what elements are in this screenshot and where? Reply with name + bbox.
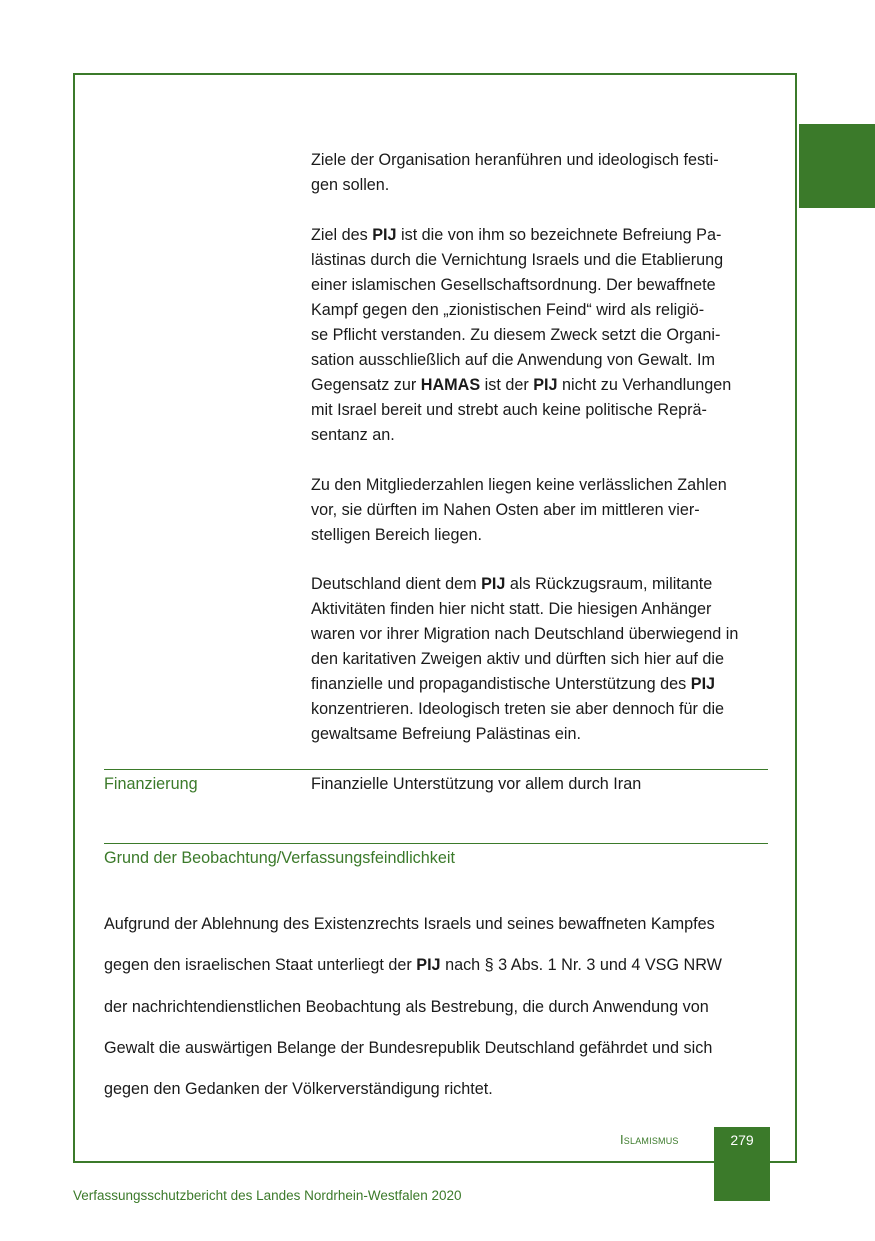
- section-divider: [104, 843, 768, 844]
- text-run: lästinas durch die Vernichtung Israels und die Etablierung: [311, 251, 724, 269]
- finanzierung-text: Finanzielle Unterstützung vor allem durch Iran: [311, 775, 642, 793]
- text-line: [104, 953, 764, 978]
- paragraph-deutschland: [311, 572, 773, 747]
- text-run: Ziel des: [311, 226, 373, 244]
- text-run: Deutschland dient dem: [311, 575, 482, 593]
- footer-section-title: Islamismus: [620, 1132, 679, 1147]
- text-run: sation ausschließlich auf die Anwendung von Gewalt. Im: [311, 351, 716, 369]
- bold-term: HAMAS: [420, 376, 481, 394]
- text-run: nach § 3 Abs. 1 Nr. 3 und 4 VSG NRW: [440, 956, 722, 975]
- grund-heading: Grund der Beobachtung/Verfassungsfeindlichkeit: [104, 849, 455, 867]
- text-line: vor, sie dürften im Nahen Osten aber im mittleren vier-: [311, 501, 700, 519]
- text-line: [311, 273, 773, 298]
- text-line: [311, 622, 773, 647]
- text-run: Gegensatz zur: [311, 376, 421, 394]
- text-run: gewaltsame Befreiung Palästinas ein.: [311, 725, 581, 743]
- text-line: [311, 248, 773, 273]
- footer-report-title: Verfassungsschutzbericht des Landes Nordrhein-Westfalen 2020: [73, 1188, 462, 1203]
- text-run: Aufgrund der Ablehnung des Existenzrechts Israels und seines bewaffneten Kampfes: [104, 915, 715, 934]
- page-number-box: [714, 1127, 770, 1201]
- page-number: 279: [730, 1132, 754, 1148]
- text-line: [311, 323, 773, 348]
- bold-term: PIJ: [533, 376, 558, 394]
- text-run: gegen den Gedanken der Völkerverständigung richtet.: [104, 1079, 493, 1098]
- text-line: stelligen Bereich liegen.: [311, 526, 482, 544]
- text-run: der nachrichtendienstlichen Beobachtung als Bestrebung, die durch Anwendung von: [104, 997, 709, 1016]
- grund-paragraph: [104, 896, 764, 1118]
- text-run: se Pflicht verstanden. Zu diesem Zweck setzt die Organi-: [311, 326, 721, 344]
- text-run: gegen den israelischen Staat unterliegt der: [104, 956, 417, 975]
- text-line: [311, 697, 773, 722]
- text-run: Kampf gegen den „zionistischen Feind“ wird als religiö-: [311, 301, 705, 319]
- text-line: [311, 298, 773, 323]
- text-line: [311, 672, 773, 697]
- paragraph-mitglieder: [311, 473, 773, 548]
- text-run: nicht zu Verhandlungen: [557, 376, 732, 394]
- bold-term: PIJ: [690, 675, 716, 693]
- text-line: [311, 398, 773, 423]
- text-line: [311, 647, 773, 672]
- text-line: [104, 995, 764, 1020]
- text-run: den karitativen Zweigen aktiv und dürften sich hier auf die: [311, 650, 725, 668]
- section-divider: [104, 769, 768, 770]
- finanzierung-label: Finanzierung: [104, 775, 198, 793]
- paragraph-ziel: [311, 223, 773, 448]
- text-line: [311, 373, 773, 398]
- text-run: Aktivitäten finden hier nicht statt. Die hiesigen Anhänger: [311, 600, 712, 618]
- text-run: waren vor ihrer Migration nach Deutschland überwiegend in: [311, 625, 739, 643]
- paragraph-intro: [311, 148, 773, 198]
- text-line: [311, 597, 773, 622]
- text-line: [311, 722, 773, 747]
- text-line: Zu den Mitgliederzahlen liegen keine verlässlichen Zahlen: [311, 476, 727, 494]
- text-line: [311, 423, 773, 448]
- text-run: Gewalt die auswärtigen Belange der Bundesrepublik Deutschland gefährdet und sich: [104, 1038, 713, 1057]
- text-run: mit Israel bereit und strebt auch keine politische Reprä-: [311, 401, 707, 419]
- text-run: als Rückzugsraum, militante: [505, 575, 713, 593]
- text-run: ist der: [480, 376, 534, 394]
- bold-term: PIJ: [481, 575, 506, 593]
- text-line: [104, 1036, 764, 1061]
- text-line: [311, 572, 773, 597]
- text-line: Ziele der Organisation heranführen und ideologisch festi-: [311, 151, 719, 169]
- text-run: konzentrieren. Ideologisch treten sie aber dennoch für die: [311, 700, 725, 718]
- text-line: [311, 223, 773, 248]
- bold-term: PIJ: [372, 226, 397, 244]
- text-run: ist die von ihm so bezeichnete Befreiung Pa-: [396, 226, 722, 244]
- text-run: sentanz an.: [311, 426, 395, 444]
- chapter-tab-marker: [799, 124, 875, 208]
- text-line: gen sollen.: [311, 176, 390, 194]
- text-run: finanzielle und propagandistische Unterstützung des: [311, 675, 691, 693]
- text-line: [311, 348, 773, 373]
- text-line: [104, 1077, 764, 1102]
- bold-term: PIJ: [416, 956, 441, 975]
- text-run: einer islamischen Gesellschaftsordnung. Der bewaffnete: [311, 276, 716, 294]
- text-line: [104, 912, 764, 937]
